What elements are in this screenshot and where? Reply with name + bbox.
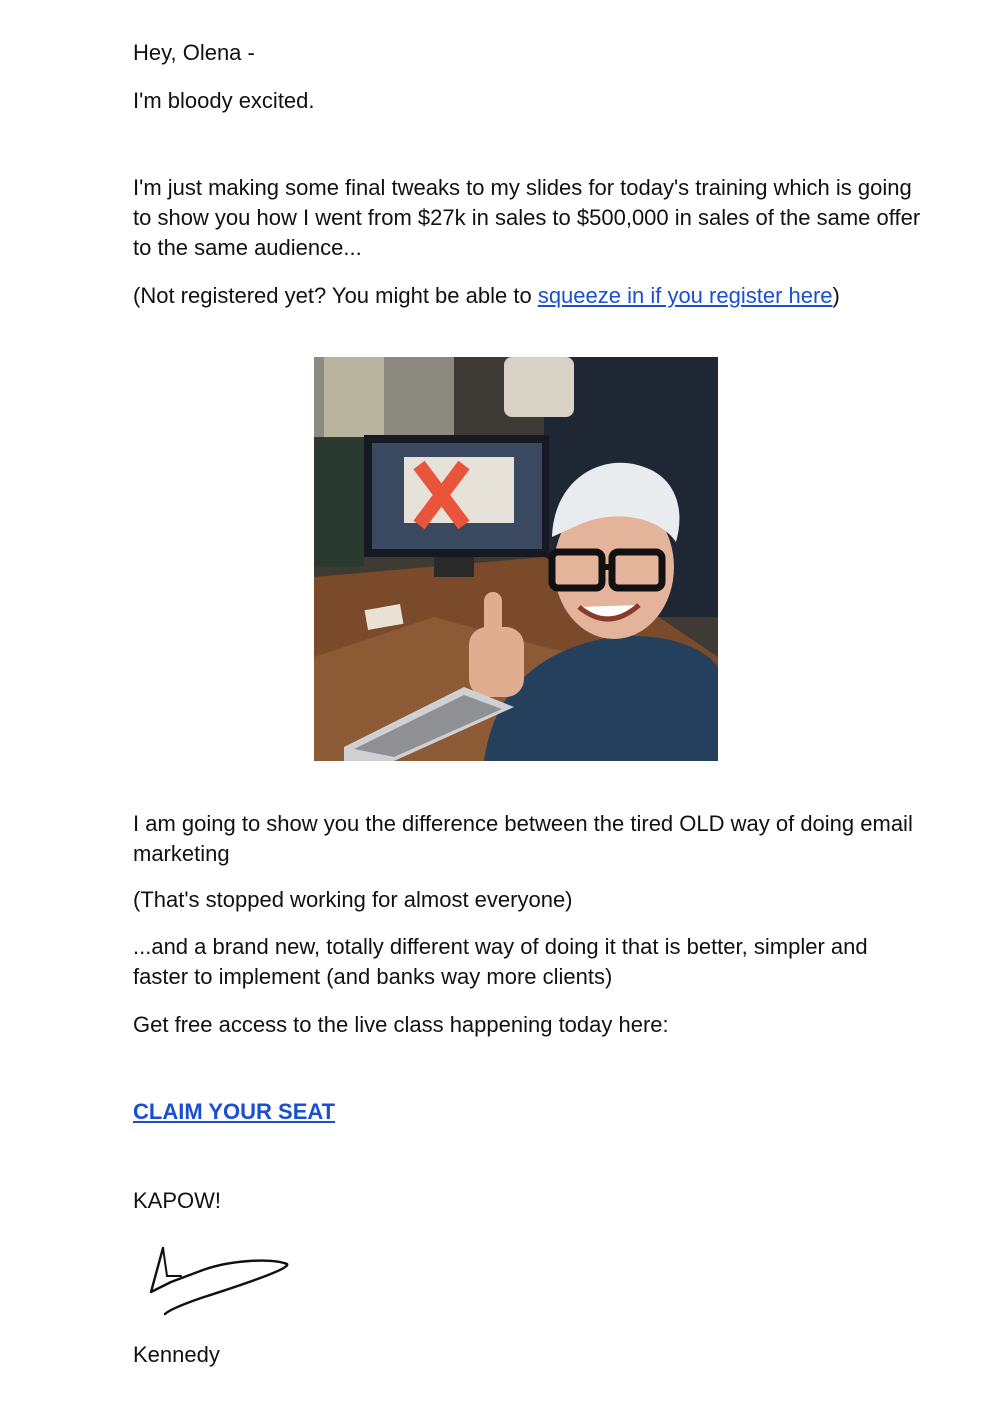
- sender-name: Kennedy: [133, 1342, 220, 1367]
- photo-illustration: [314, 357, 718, 761]
- kapow-line: KAPOW!: [133, 1188, 222, 1213]
- signature-icon: [141, 1242, 301, 1322]
- register-paragraph: [133, 281, 923, 311]
- cta-paragraph: [133, 1097, 923, 1127]
- greeting: Hey, Olena -: [133, 40, 255, 65]
- claim-seat-link[interactable]: CLAIM YOUR SEAT: [133, 1099, 336, 1124]
- new-way-paragraph: ...and a brand new, totally different way of doing it that is better, simpler and faster to implement (and banks way more clients): [133, 934, 868, 989]
- stopped-paragraph: (That's stopped working for almost everyone): [133, 887, 573, 912]
- register-suffix: ): [832, 283, 840, 308]
- difference-paragraph: I am going to show you the difference between the tired OLD way of doing email marketing: [133, 811, 913, 866]
- photo-man-thumbs-up: [314, 357, 718, 761]
- intro-paragraph: I'm just making some final tweaks to my slides for today's training which is going to show you how I went from $27k in sales to $500,000 in sales of the same offer to the same audience...: [133, 175, 921, 260]
- register-prefix: (Not registered yet? You might be able to: [133, 283, 538, 308]
- access-paragraph: Get free access to the live class happening today here:: [133, 1012, 669, 1037]
- excited-line: I'm bloody excited.: [133, 88, 315, 113]
- register-link[interactable]: squeeze in if you register here: [537, 283, 833, 308]
